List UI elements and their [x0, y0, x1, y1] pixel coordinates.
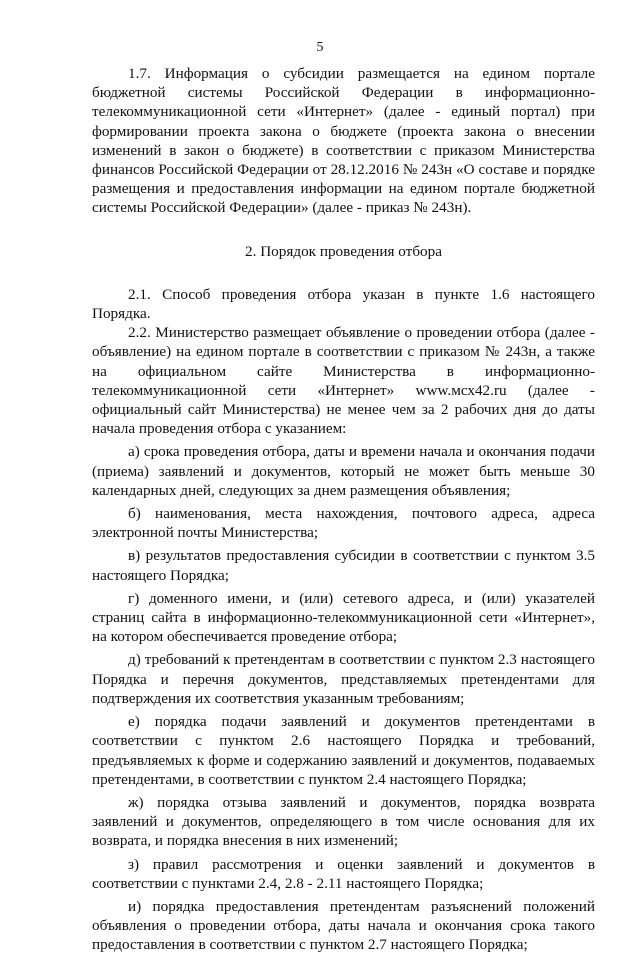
list-item-i: и) порядка предоставления претендентам разъяснений положений объявления о проведении отбора, даты начала и окончания срока такого предоставления в соответствии с пунктом 2.7 настоящего Порядка; — [92, 897, 595, 954]
list-item-v: в) результатов предоставления субсидии в соответствии с пунктом 3.5 настоящего Порядка; — [92, 547, 595, 584]
list-item-zh: ж) порядка отзыва заявлений и документов, порядка возврата заявлений и документов, определяющего в том числе основания для их возврата, и порядка внесения в них изменений; — [92, 793, 595, 850]
paragraph-1-7: 1.7. Информация о субсидии размещается на едином портале бюджетной системы Российской Федерации в информационно-телекоммуникационной сети «Интернет» (далее - единый портал) при формировании проекта закона о бюджете (проекта закона о внесении изменений в закон о бюджете) в соответствии с приказом Министерства финансов Российской Федерации от 28.12.2016 № 243н «О составе и порядке размещения и предоставления информации на едином портале бюджетной системы Российской Федерации» (далее - приказ № 243н). — [92, 65, 595, 217]
document-body — [92, 64, 595, 955]
paragraph-2-2: 2.2. Министерство размещает объявление о проведении отбора (далее - объявление) на едином портале в соответствии с приказом № 243н, а также на официальном сайте Министерства в информационно-телекоммуникационной сети «Интернет» www.мсх42.ru (далее - официальный сайт Министерства) не менее чем за 2 рабочих дня до даты начала проведения отбора с указанием: — [92, 324, 595, 438]
list-item-a: а) срока проведения отбора, даты и времени начала и окончания подачи (приема) заявлений и документов, который не может быть меньше 30 календарных дней, следующих за днем размещения объявления; — [92, 443, 595, 499]
page-number: 5 — [316, 40, 324, 55]
list-item-g: г) доменного имени, и (или) сетевого адреса, и (или) указателей страниц сайта в информационно-телекоммуникационной сети «Интернет», на котором обеспечивается проведение отбора; — [92, 589, 595, 646]
list-item-d: д) требований к претендентам в соответствии с пунктом 2.3 настоящего Порядка и перечня документов, представляемых претендентами для подтверждения их соответствия указанным требованиям; — [92, 651, 595, 707]
list-item-b: б) наименования, места нахождения, почтового адреса, адреса электронной почты Министерства; — [92, 505, 595, 542]
list-item-e: е) порядка подачи заявлений и документов претендентами в соответствии с пунктом 2.6 настоящего Порядка и требований, предъявляемых к форме и содержанию заявлений и документов, подаваемых претендентами, в соответствии с пунктом 2.4 настоящего Порядка; — [92, 713, 595, 788]
paragraph-2-1: 2.1. Способ проведения отбора указан в пункте 1.6 настоящего Порядка. — [92, 285, 595, 323]
list-item-z: з) правил рассмотрения и оценки заявлений и документов в соответствии с пунктами 2.4, 2.8 - 2.11 настоящего Порядка; — [92, 855, 595, 892]
section-heading: 2. Порядок проведения отбора — [245, 242, 442, 260]
